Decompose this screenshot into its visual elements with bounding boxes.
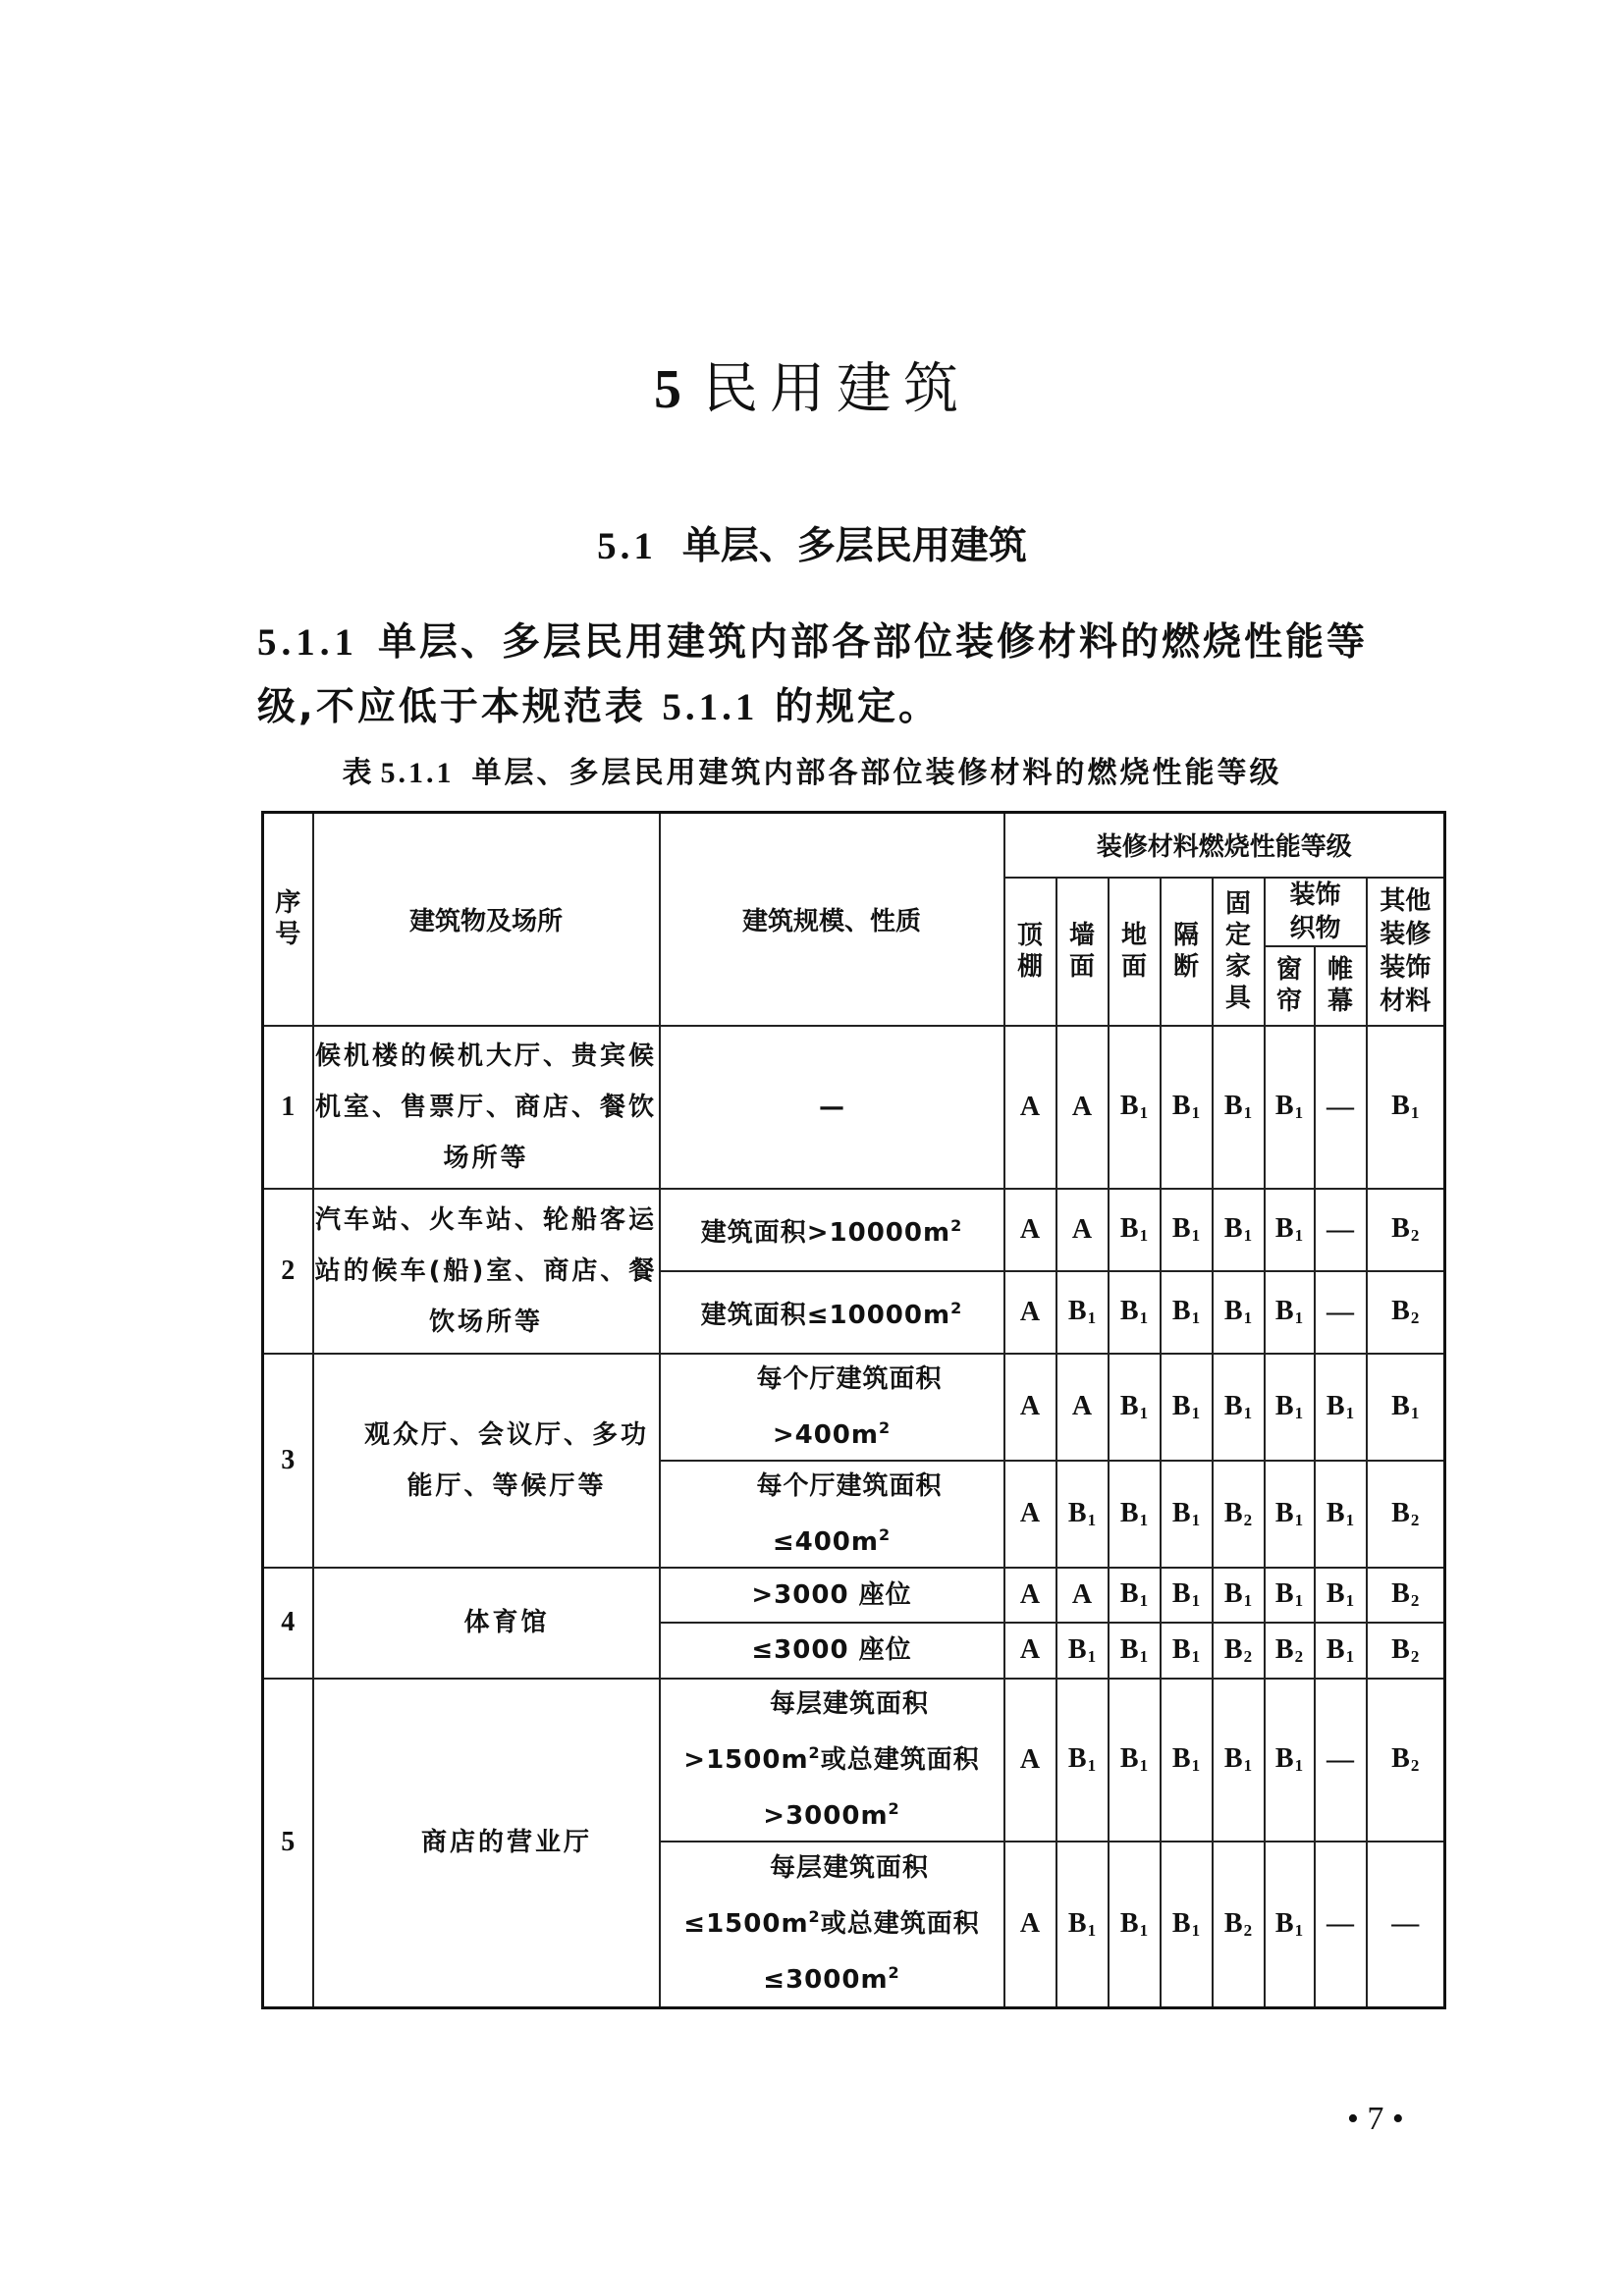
row-scale: >3000 座位	[660, 1568, 1004, 1623]
scale-line1: 每层建筑面积	[769, 1688, 929, 1719]
header-scale: 建筑规模、性质	[660, 813, 1004, 1026]
header-floor: 地 面	[1109, 878, 1161, 1026]
grade-cell: —	[1315, 1271, 1367, 1354]
grade-cell: A	[1004, 1354, 1056, 1461]
scale-sup: 2	[879, 1417, 892, 1437]
grade-cell: —	[1315, 1842, 1367, 2008]
grade-cell: —	[1315, 1026, 1367, 1189]
scale-text-b: 或总建筑面积	[820, 1909, 980, 1940]
grade-cell: $B_2$	[1367, 1271, 1445, 1354]
chapter-name: 民用建筑	[703, 357, 970, 421]
caption-title: 单层、多层民用建筑内部各部位装修材料的燃烧性能等级	[471, 756, 1282, 790]
grade-cell: $B_1$	[1213, 1189, 1265, 1271]
grade-cell: $B_1$	[1315, 1623, 1367, 1679]
scale-sup-2: 2	[888, 1798, 900, 1818]
grade-cell: $B_1$	[1213, 1354, 1265, 1461]
grade-cell: A	[1004, 1461, 1056, 1568]
grade-cell: $B_1$	[1056, 1623, 1109, 1679]
grade-cell: $B_1$	[1265, 1189, 1315, 1271]
scale-text-c: ≤3000m	[763, 1965, 889, 1996]
row-seq: 5	[263, 1679, 313, 2008]
clause-line-1	[257, 611, 1435, 675]
grade-cell: A	[1004, 1842, 1056, 2008]
scale-text: 建筑面积>10000m	[700, 1218, 951, 1248]
grade-cell: $B_1$	[1265, 1568, 1315, 1623]
grade-cell: $B_2$	[1367, 1568, 1445, 1623]
grade-cell: $B_1$	[1265, 1026, 1315, 1189]
grade-cell: $B_1$	[1109, 1026, 1161, 1189]
scale-sup: 2	[879, 1524, 892, 1544]
row-place: 汽车站、火车站、轮船客运站的候车(船)室、商店、餐饮场所等	[313, 1189, 660, 1354]
row-place: 商店的营业厅	[313, 1679, 660, 2008]
grade-cell: $B_1$	[1315, 1461, 1367, 1568]
scale-sup: 2	[950, 1299, 963, 1317]
row-scale: ≤3000 座位	[660, 1623, 1004, 1679]
table-row	[263, 1568, 1445, 1623]
scale-sup: 2	[808, 1742, 821, 1762]
scale-text: >400m	[772, 1419, 879, 1450]
scale-sup: 2	[808, 1907, 821, 1927]
header-ceiling: 顶 棚	[1004, 878, 1056, 1026]
grade-cell: $B_1$	[1161, 1189, 1213, 1271]
section-number: 5.1	[597, 525, 657, 567]
table-caption	[0, 748, 1624, 791]
row-seq: 1	[263, 1026, 313, 1189]
grade-cell: $B_1$	[1109, 1568, 1161, 1623]
grade-cell: $B_1$	[1161, 1461, 1213, 1568]
scale-text-b: 或总建筑面积	[820, 1744, 980, 1775]
grade-cell: A	[1004, 1679, 1056, 1842]
scale-text: ≤1500m	[683, 1909, 809, 1940]
header-place: 建筑物及场所	[313, 813, 660, 1026]
grade-cell: A	[1004, 1271, 1056, 1354]
grade-cell: A	[1004, 1568, 1056, 1623]
header-row-1	[263, 813, 1445, 878]
row-place: 候机楼的候机大厅、贵宾候机室、售票厅、商店、餐饮场所等	[313, 1026, 660, 1189]
scale-line1: 每个厅建筑面积	[756, 1363, 943, 1394]
grade-cell: $B_1$	[1109, 1189, 1161, 1271]
section-title	[0, 515, 1624, 570]
grade-cell: A	[1056, 1568, 1109, 1623]
header-wall: 墙 面	[1056, 878, 1109, 1026]
scale-text: >1500m	[683, 1744, 809, 1775]
grade-cell: $B_1$	[1109, 1623, 1161, 1679]
grade-cell: A	[1056, 1026, 1109, 1189]
header-seq	[263, 813, 313, 1026]
grade-cell: $B_1$	[1213, 1679, 1265, 1842]
grade-cell: $B_2$	[1265, 1623, 1315, 1679]
row-scale	[660, 1189, 1004, 1271]
grade-cell: A	[1004, 1026, 1056, 1189]
fire-rating-table	[261, 811, 1446, 2009]
grade-cell: $B_2$	[1213, 1461, 1265, 1568]
scale-sup: 2	[950, 1216, 963, 1235]
grade-cell: $B_1$	[1056, 1461, 1109, 1568]
grade-cell: $B_1$	[1265, 1354, 1315, 1461]
header-drape: 帷 幕	[1315, 946, 1367, 1026]
grade-cell: $B_1$	[1265, 1842, 1315, 2008]
grade-cell: $B_1$	[1109, 1354, 1161, 1461]
row-scale	[660, 1842, 1004, 2008]
grade-cell: A	[1056, 1354, 1109, 1461]
grade-cell: —	[1315, 1679, 1367, 1842]
grade-cell: $B_2$	[1213, 1842, 1265, 2008]
grade-cell: $B_1$	[1367, 1026, 1445, 1189]
grade-cell: $B_1$	[1161, 1623, 1213, 1679]
row-seq: 4	[263, 1568, 313, 1679]
grade-cell: A	[1056, 1189, 1109, 1271]
chapter-title	[0, 346, 1624, 424]
grade-cell: $B_2$	[1367, 1461, 1445, 1568]
grade-cell: $B_1$	[1161, 1026, 1213, 1189]
grade-cell: $B_1$	[1056, 1842, 1109, 2008]
grade-cell: $B_2$	[1367, 1679, 1445, 1842]
grade-cell: $B_1$	[1109, 1271, 1161, 1354]
clause-number: 5.1.1	[257, 621, 358, 664]
grade-cell: —	[1367, 1842, 1445, 2008]
caption-prefix: 表	[342, 756, 375, 790]
table-row	[263, 1026, 1445, 1189]
clause-text-2a: 级,不应低于本规范表	[257, 685, 646, 729]
page-number: • 7 •	[1347, 2101, 1404, 2137]
row-place: 观众厅、会议厅、多功能厅、等候厅等	[313, 1354, 660, 1568]
row-seq: 2	[263, 1189, 313, 1354]
grade-cell: $B_1$	[1056, 1679, 1109, 1842]
grade-cell: $B_1$	[1265, 1679, 1315, 1842]
row-scale	[660, 1461, 1004, 1568]
grade-cell: A	[1004, 1623, 1056, 1679]
grade-cell: $B_1$	[1265, 1461, 1315, 1568]
clause-text-2b: 的规定。	[774, 685, 940, 729]
grade-cell: $B_2$	[1367, 1623, 1445, 1679]
header-furniture: 固 定 家 具	[1213, 878, 1265, 1026]
grade-cell: $B_2$	[1367, 1189, 1445, 1271]
caption-number: 5.1.1	[380, 757, 455, 789]
grade-cell: $B_1$	[1315, 1568, 1367, 1623]
grade-cell: $B_1$	[1213, 1271, 1265, 1354]
clause-paragraph	[257, 611, 1435, 740]
grade-cell: —	[1315, 1189, 1367, 1271]
grade-cell: $B_1$	[1161, 1354, 1213, 1461]
row-scale	[660, 1679, 1004, 1842]
grade-cell: A	[1004, 1189, 1056, 1271]
row-seq: 3	[263, 1354, 313, 1568]
clause-line-2	[257, 675, 1435, 740]
chapter-number: 5	[654, 359, 681, 420]
grade-cell: $B_1$	[1213, 1026, 1265, 1189]
grade-cell: $B_1$	[1213, 1568, 1265, 1623]
grade-cell: $B_1$	[1161, 1679, 1213, 1842]
header-curtain: 窗 帘	[1265, 946, 1315, 1026]
scale-text-c: >3000m	[763, 1800, 889, 1831]
row-scale: —	[660, 1026, 1004, 1189]
grade-cell: $B_1$	[1161, 1842, 1213, 2008]
grade-cell: $B_1$	[1161, 1271, 1213, 1354]
header-partition: 隔 断	[1161, 878, 1213, 1026]
scale-text: ≤400m	[772, 1526, 879, 1557]
row-scale	[660, 1271, 1004, 1354]
grade-cell: $B_1$	[1315, 1354, 1367, 1461]
grade-cell: $B_1$	[1056, 1271, 1109, 1354]
scale-text: 建筑面积≤10000m	[700, 1301, 951, 1330]
scale-sup-2: 2	[888, 1963, 900, 1983]
header-other: 其他 装修 装饰 材料	[1367, 878, 1445, 1026]
grade-cell: $B_1$	[1265, 1271, 1315, 1354]
grade-cell: $B_1$	[1109, 1461, 1161, 1568]
header-seq-text: 序 号	[275, 888, 301, 950]
section-name: 单层、多层民用建筑	[681, 524, 1027, 568]
grade-cell: $B_1$	[1367, 1354, 1445, 1461]
row-scale	[660, 1354, 1004, 1461]
grade-cell: $B_1$	[1161, 1568, 1213, 1623]
scale-line1: 每个厅建筑面积	[756, 1470, 943, 1501]
table-row	[263, 1679, 1445, 1842]
row-place: 体育馆	[313, 1568, 660, 1679]
clause-text-1: 单层、多层民用建筑内部各部位装修材料的燃烧性能等	[378, 620, 1369, 665]
header-grade-group: 装修材料燃烧性能等级	[1004, 813, 1445, 878]
grade-cell: $B_1$	[1109, 1679, 1161, 1842]
grade-cell: $B_1$	[1109, 1842, 1161, 2008]
header-fabric: 装饰 织物	[1265, 878, 1367, 946]
clause-table-ref: 5.1.1	[662, 686, 759, 728]
scale-line1: 每层建筑面积	[769, 1853, 929, 1884]
table-row	[263, 1189, 1445, 1271]
grade-cell: $B_2$	[1213, 1623, 1265, 1679]
table-row	[263, 1354, 1445, 1461]
